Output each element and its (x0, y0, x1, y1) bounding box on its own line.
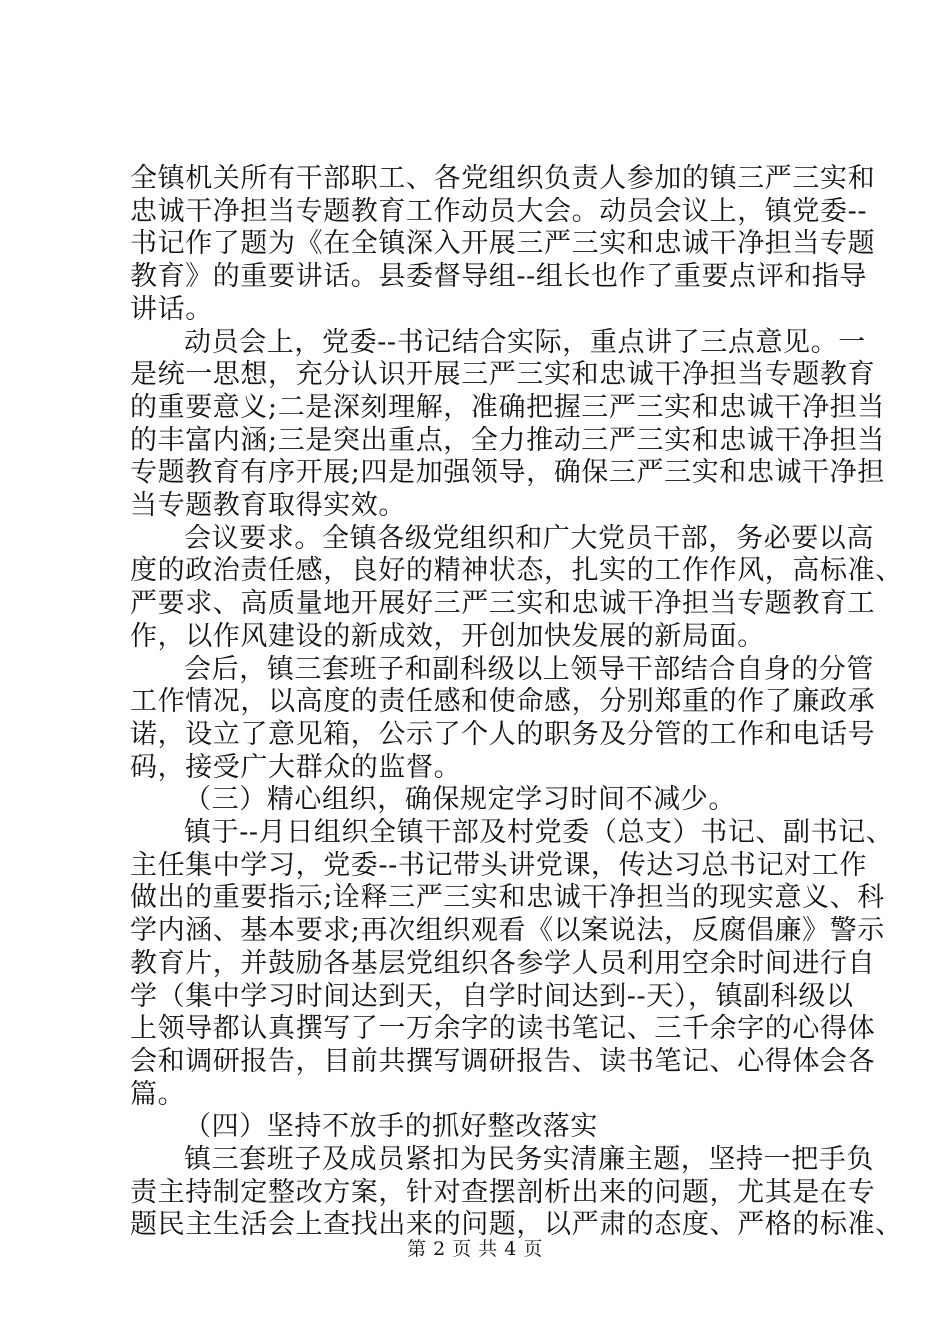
document-text-line: 诺，设立了意见箱，公示了个人的职务及分管的工作和电话号 (130, 718, 876, 750)
document-text-line: 做出的重要指示;诠释三严三实和忠诚干净担当的现实意义、科 (130, 882, 885, 914)
document-text-line: 责主持制定整改方案，针对查摆剖析出来的问题，尤其是在专 (130, 1176, 876, 1208)
document-text-line: 严要求、高质量地开展好三严三实和忠诚干净担当专题教育工 (130, 588, 876, 620)
document-text-line: 会议要求。全镇各级党组织和广大党员干部，务必要以高 (184, 522, 874, 554)
document-text-line: 题民主生活会上查找出来的问题，以严肃的态度、严格的标准、 (130, 1209, 903, 1241)
document-text-line: 书记作了题为《在全镇深入开展三严三实和忠诚干净担当专题 (130, 228, 876, 260)
document-text-line: 主任集中学习，党委--书记带头讲党课，传达习总书记对工作 (130, 849, 868, 881)
document-text-line: 讲话。 (130, 293, 213, 325)
document-text-line: 工作情况，以高度的责任感和使命感，分别郑重的作了廉政承 (130, 686, 876, 718)
document-text-line: 教育》的重要讲话。县委督导组--组长也作了重要点评和指导 (130, 261, 868, 293)
document-text-line: 是统一思想，充分认识开展三严三实和忠诚干净担当专题教育 (130, 359, 876, 391)
page-number-footer: 第 2 页 共 4 页 (407, 1238, 543, 1260)
document-text-line: 学（集中学习时间达到天，自学时间达到--天），镇副科级以 (130, 980, 854, 1012)
document-text-line: 度的政治责任感，良好的精神状态，扎实的工作作风，高标准、 (130, 555, 903, 587)
document-text-line: 作，以作风建设的新成效，开创加快发展的新局面。 (130, 620, 765, 652)
document-text-line: 专题教育有序开展;四是加强领导，确保三严三实和忠诚干净担 (130, 457, 885, 489)
document-text-line: 上领导都认真撰写了一万余字的读书笔记、三千余字的心得体 (130, 1013, 876, 1045)
document-text-line: 教育片，并鼓励各基层党组织各参学人员利用空余时间进行自 (130, 947, 876, 979)
document-text-line: 动员会上，党委--书记结合实际，重点讲了三点意见。一 (184, 326, 866, 358)
document-text-line: （四）坚持不放手的抓好整改落实 (184, 1111, 598, 1143)
document-text-line: 篇。 (130, 1078, 186, 1110)
document-text-line: 码，接受广大群众的监督。 (130, 751, 462, 783)
document-text-line: 全镇机关所有干部职工、各党组织负责人参加的镇三严三实和 (130, 163, 876, 194)
document-text-line: 镇三套班子及成员紧扣为民务实清廉主题，坚持一把手负 (184, 1144, 874, 1175)
document-text-line: 会后，镇三套班子和副科级以上领导干部结合自身的分管 (184, 653, 874, 685)
document-text-line: 忠诚干净担当专题教育工作动员大会。动员会议上，镇党委-- (130, 195, 868, 227)
document-text-line: 镇于--月日组织全镇干部及村党委（总支）书记、副书记、 (184, 817, 894, 848)
document-text-line: （三）精心组织，确保规定学习时间不减少。 (184, 784, 736, 816)
document-text-line: 的丰富内涵;三是突出重点，全力推动三严三实和忠诚干净担当 (130, 424, 885, 456)
document-text-line: 学内涵、基本要求;再次组织观看《以案说法，反腐倡廉》警示 (130, 915, 885, 947)
document-text-line: 的重要意义;二是深刻理解，准确把握三严三实和忠诚干净担当 (130, 391, 885, 423)
document-text-line: 会和调研报告，目前共撰写调研报告、读书笔记、心得体会各 (130, 1045, 876, 1077)
document-text-line: 当专题教育取得实效。 (130, 490, 406, 521)
